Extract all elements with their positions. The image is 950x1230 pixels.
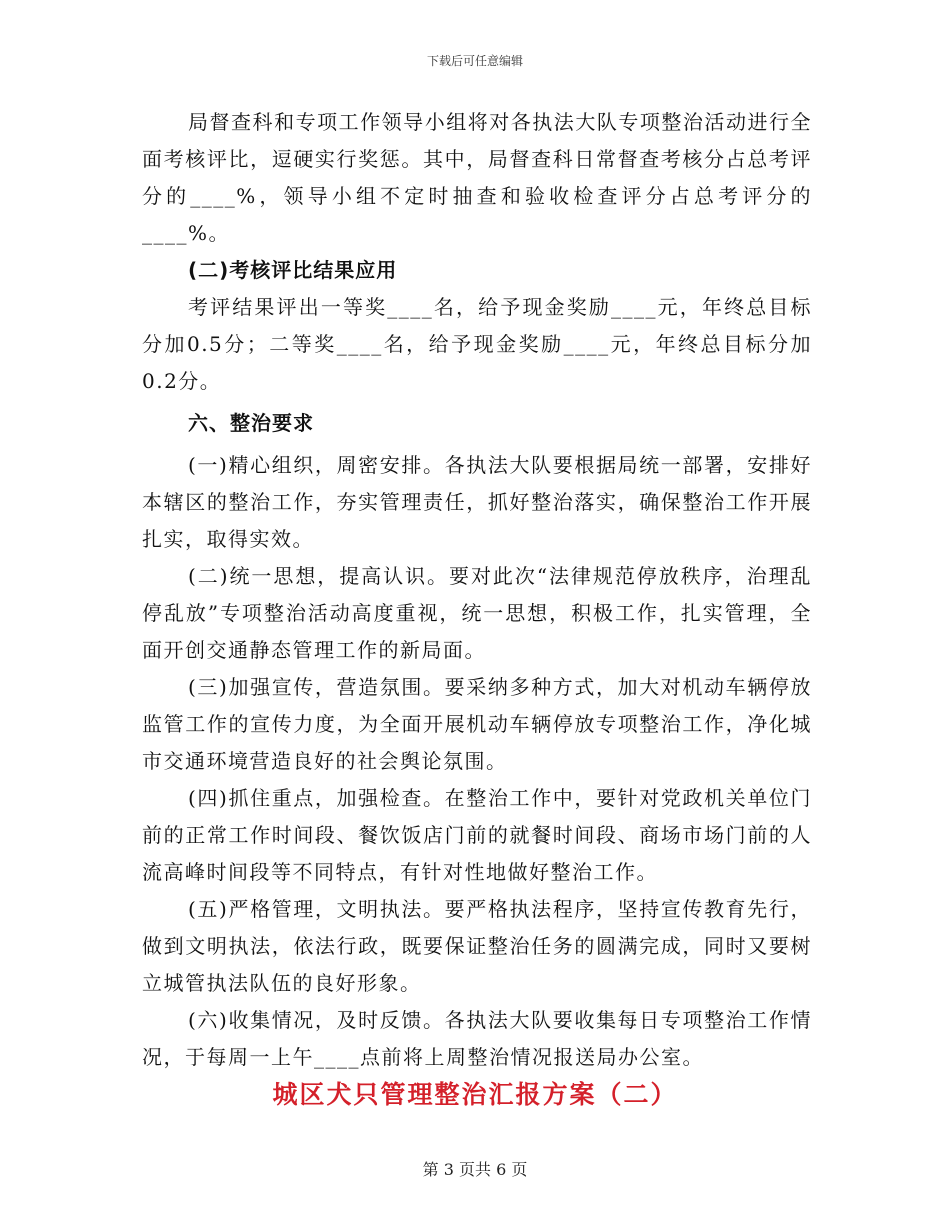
page-number-footer: 第 3 页共 6 页 bbox=[422, 1160, 528, 1179]
paragraph-feedback: (六)收集情况，及时反馈。各执法大队要收集每日专项整治工作情况，于每周一上午____点前将上周整治情况报送局办公室。 bbox=[142, 1008, 812, 1069]
paragraph-strict-management: (五)严格管理，文明执法。要严格执法程序，坚持宣传教育先行，做到文明执法，依法行政，既要保证整治任务的圆满完成，同时又要树立城管执法队伍的良好形象。 bbox=[142, 897, 812, 995]
paragraph-awards: 考评结果评出一等奖____名，给予现金奖励____元，年终总目标分加0.5分；二等奖____名，给予现金奖励____元，年终总目标分加0.2分。 bbox=[142, 295, 812, 393]
next-document-title: 城区犬只管理整治汇报方案（二） bbox=[272, 1080, 678, 1109]
paragraph-organize: (一)精心组织，周密安排。各执法大队要根据局统一部署，安排好本辖区的整治工作，夯实管理责任，抓好整治落实，确保整治工作开展扎实，取得实效。 bbox=[142, 453, 812, 551]
paragraph-key-points: (四)抓住重点，加强检查。在整治工作中，要针对党政机关单位门前的正常工作时间段、餐饮饭店门前的就餐时间段、商场市场门前的人流高峰时间段等不同特点，有针对性地做好整治工作。 bbox=[142, 786, 812, 884]
paragraph-unify-thinking: (二)统一思想，提高认识。要对此次“法律规范停放秩序，治理乱停乱放”专项整治活动高度重视，统一思想，积极工作，扎实管理，全面开创交通静态管理工作的新局面。 bbox=[142, 564, 812, 662]
paragraph-publicity: (三)加强宣传，营造氛围。要采纳多种方式，加大对机动车辆停放监管工作的宣传力度，为全面开展机动车辆停放专项整治工作，净化城市交通环境营造良好的社会舆论氛围。 bbox=[142, 675, 812, 773]
page-header-note: 下载后可任意编辑 bbox=[426, 54, 523, 68]
heading-results-application: (二)考核评比结果应用 bbox=[188, 258, 398, 282]
paragraph-assessment: 局督查科和专项工作领导小组将对各执法大队专项整治活动进行全面考核评比，逗硬实行奖惩。其中，局督查科日常督查考核分占总考评分的____%，领导小组不定时抽查和验收检查评分占总考评分的____%。 bbox=[142, 110, 812, 245]
heading-requirements: 六、整治要求 bbox=[188, 411, 314, 435]
document-body bbox=[142, 104, 812, 1076]
